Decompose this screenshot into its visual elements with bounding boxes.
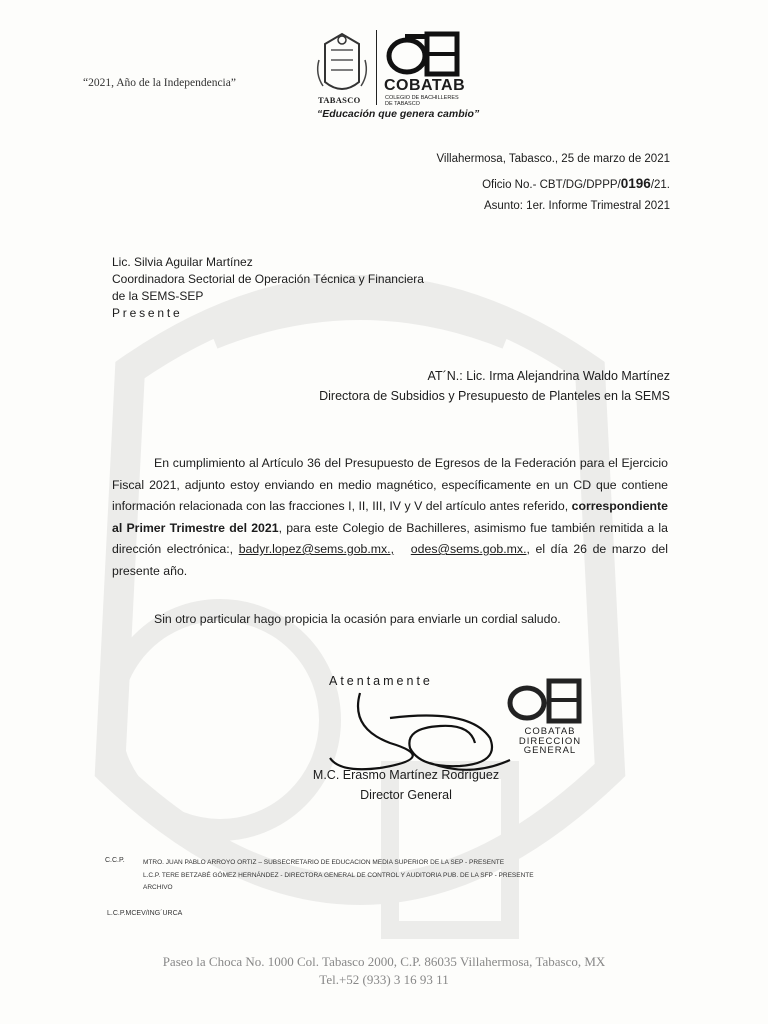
recipient-org: de la SEMS-SEP — [112, 289, 204, 303]
oficio-prefix: Oficio No.- CBT/DG/DPPP/ — [482, 179, 621, 191]
stamp-line-3: GENERAL — [523, 745, 577, 756]
attention-title: Directora de Subsidios y Presupuesto de Planteles en la SEMS — [319, 389, 670, 403]
stamp-line-1: COBATAB — [524, 726, 576, 737]
recipient-title: Coordinadora Sectorial de Operación Técnica y Financiera — [112, 272, 424, 286]
stamp-line-2: DIRECCION — [518, 735, 582, 747]
recipient-block — [112, 254, 424, 322]
email-link-1[interactable]: badyr.lopez@sems.gob.mx., — [238, 542, 395, 556]
initials: L.C.P.MCEV/ING´URCA — [107, 910, 183, 917]
body-text-3: , el día 26 de marzo del presente año. — [112, 542, 669, 578]
attention-block — [319, 366, 670, 406]
oficio-line — [482, 176, 670, 191]
oficio-suffix: /21. — [650, 179, 670, 191]
body-bold-period: correspondiente al Primer Trimestre del 2021 — [112, 499, 668, 535]
atentamente: Atentamente — [329, 674, 433, 688]
footer-address: Paseo la Choca No. 1000 Col. Tabasco 2000, C.P. 86035 Villahermosa, Tabasco, MX — [162, 954, 606, 969]
body-paragraph-1 — [112, 453, 668, 582]
cc-line-3: ARCHIVO — [143, 884, 173, 891]
brand-subtitle: COLEGIO DE BACHILLERES DE TABASCO — [385, 95, 459, 107]
signer-name: M.C. Erasmo Martínez Rodríguez — [312, 768, 500, 782]
slogan: “Educación que genera cambio” — [317, 108, 480, 120]
email-link-2[interactable]: odes@sems.gob.mx. — [410, 542, 527, 556]
body-text: En cumplimiento al Artículo 36 del Presupuesto de Egresos de la Federación para el Ejercicio Fiscal 2021, adjunto estoy enviando en medio magnético, específicamente en un CD que contiene información relacionada con las fracciones I, II, III, IV y V del artículo antes referido, — [112, 456, 668, 513]
cc-list — [143, 857, 534, 895]
body-text-2: , para este Colegio de Bachilleres, asimismo fue también remitida a la dirección electrónica:, — [112, 520, 668, 556]
oficio-number: 0196 — [620, 176, 651, 191]
cc-line-2: L.C.P. TERE BETZABÉ GÓMEZ HERNÁNDEZ - DIRECTORA GENERAL DE CONTROL Y AUDITORIA PUB. DE LA SFP - PRESENTE — [143, 871, 534, 879]
cc-line-1: MTRO. JUAN PABLO ARROYO ORTIZ – SUBSECRETARIO DE EDUCACION MEDIA SUPERIOR DE LA SEP - PRESENTE — [143, 859, 505, 866]
asunto: Asunto: 1er. Informe Trimestral 2021 — [483, 200, 670, 212]
place-date: Villahermosa, Tabasco., 25 de marzo de 2021 — [436, 153, 670, 165]
attention-name: AT´N.: Lic. Irma Alejandrina Waldo Martínez — [427, 369, 670, 383]
signer-block — [286, 765, 526, 805]
recipient-presente: Presente — [112, 306, 183, 320]
cobatab-logo-icon — [385, 30, 463, 78]
cc-label: C.C.P. — [105, 857, 125, 864]
seal-label: TABASCO — [318, 95, 361, 105]
year-motto: “2021, Año de la Independencia” — [83, 77, 236, 89]
recipient-name: Lic. Silvia Aguilar Martínez — [112, 255, 253, 269]
brand-name: COBATAB — [384, 77, 466, 94]
header-divider — [376, 30, 377, 105]
stamp-logo-icon — [505, 676, 587, 726]
signer-title: Director General — [360, 788, 452, 802]
stamp-text — [505, 727, 595, 756]
footer-phone: Tel.+52 (933) 3 16 93 11 — [319, 972, 449, 987]
body-paragraph-2: Sin otro particular hago propicia la ocasión para enviarle un cordial saludo. — [154, 612, 561, 626]
